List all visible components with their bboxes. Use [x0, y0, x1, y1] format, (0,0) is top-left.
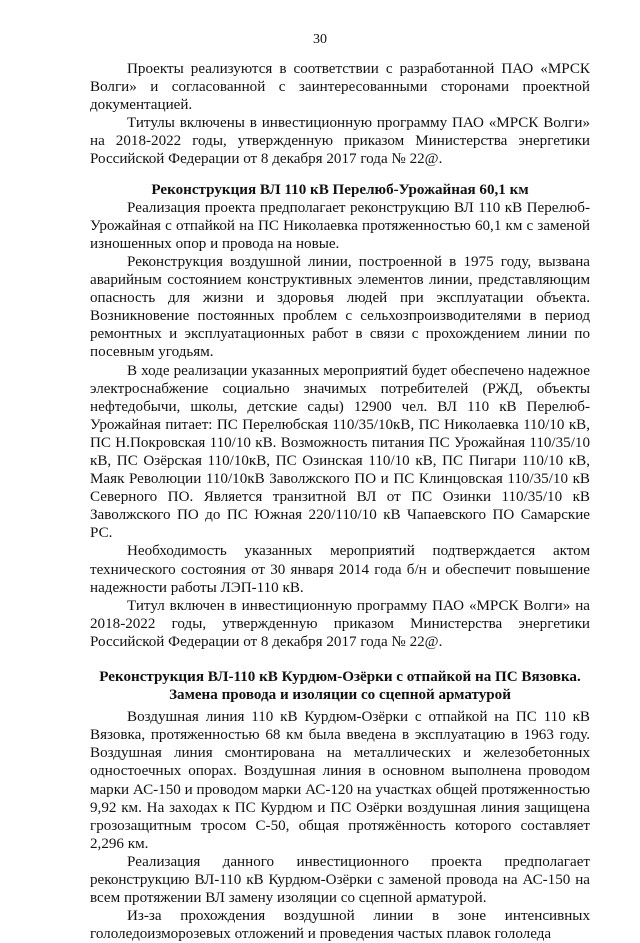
paragraph: Из-за прохождения воздушной линии в зоне интенсивных гололедоизморозевых отложений и проведения частых плавок гололеда: [90, 908, 590, 943]
paragraph: Титул включен в инвестиционную программу ПАО «МРСК Волги» на 2018-2022 годы, утвержденную приказом Министерства энергетики Российской Федерации от 8 декабря 2017 года № 22@.: [90, 597, 590, 650]
section-heading: Реконструкция ВЛ-110 кВ Курдюм-Озёрки с отпайкой на ПС Вязовка. Замена провода и изоляции со сцепной арматурой: [99, 669, 581, 704]
spacer: [90, 651, 590, 668]
document-body: [90, 60, 590, 943]
paragraph: Реконструкция воздушной линии, построенной в 1975 году, вызвана аварийным состоянием конструктивных элементов линии, представляющим опасность для жизни и здоровья людей при эксплуатации объекта. Возникновение постоянных проблем с сельхозпроизводителями в период ремонтных и эксплуатационных работ в связи с прохождением линии по посевным угодьям.: [90, 253, 590, 361]
paragraph: Реализация данного инвестиционного проекта предполагает реконструкцию ВЛ-110 кВ Курдюм-Озёрки с заменой провода на АС-150 на всем протяжении ВЛ замену изоляции со сцепной арматурой.: [90, 853, 590, 907]
spacer: [90, 169, 590, 181]
paragraph: Реализация проекта предполагает реконструкцию ВЛ 110 кВ Перелюб-Урожайная с отпайкой на ПС Николаевка протяженностью 60,1 км с заменой изношенных опор и провода на новые.: [90, 199, 590, 252]
page-number: 30: [313, 32, 327, 47]
paragraph: Необходимость указанных мероприятий подтверждается актом технического состояния от 30 января 2014 года б/н и обеспечит повышение надежности работы ЛЭП-110 кВ.: [90, 543, 590, 596]
paragraph: Проекты реализуются в соответствии с разработанной ПАО «МРСК Волги» и согласованной с заинтересованными сторонами проектной документацией.: [90, 61, 590, 114]
paragraph: В ходе реализации указанных мероприятий будет обеспечено надежное электроснабжение социально значимых потребителей (РЖД, объекты нефтедобычи, школы, детские сады) 12900 чел. ВЛ 110 кВ Перелюб-Урожайная питает: ПС Перелюбская 110/35/10кВ, ПС Николаевка 110/10 кВ, ПС Н.Покровская 110/10 кВ. Возможность питания ПС Урожайная 110/35/10 кВ, ПС Озёрская 110/10кВ, ПС Озинская 110/10 кВ, ПС Пигари 110/10 кВ, Маяк Революции 110/10кВ Заволжского ПО и ПС Клинцовская 110/35/10 кВ Северного ПО. Является транзитной ВЛ от ПС Озинки 110/35/10 кВ Заволжского ПО до ПС Южная 220/110/10 кВ Чапаевского ПО Самарские РС.: [90, 362, 590, 542]
paragraph: Воздушная линия 110 кВ Курдюм-Озёрки с отпайкой на ПС 110 кВ Вязовка, протяженностью 68 км была введена в эксплуатацию в 1963 году. Воздушная линия смонтирована на металлических и железобетонных одностоечных опорах. Воздушная линия в основном выполнена проводом марки АС-150 и проводом марки АС-120 на участках общей протяженностью 9,92 км. На заходах к ПС Курдюм и ПС Озёрки воздушная линия защищена грозозащитным тросом С-50, общая протяжённость которого составляет 2,296 км.: [90, 709, 590, 852]
paragraph: Титулы включены в инвестиционную программу ПАО «МРСК Волги» на 2018-2022 годы, утвержденную приказом Министерства энергетики Российской Федерации от 8 декабря 2017 года № 22@.: [90, 115, 590, 168]
section-heading: Реконструкция ВЛ 110 кВ Перелюб-Урожайная 60,1 км: [151, 181, 529, 198]
